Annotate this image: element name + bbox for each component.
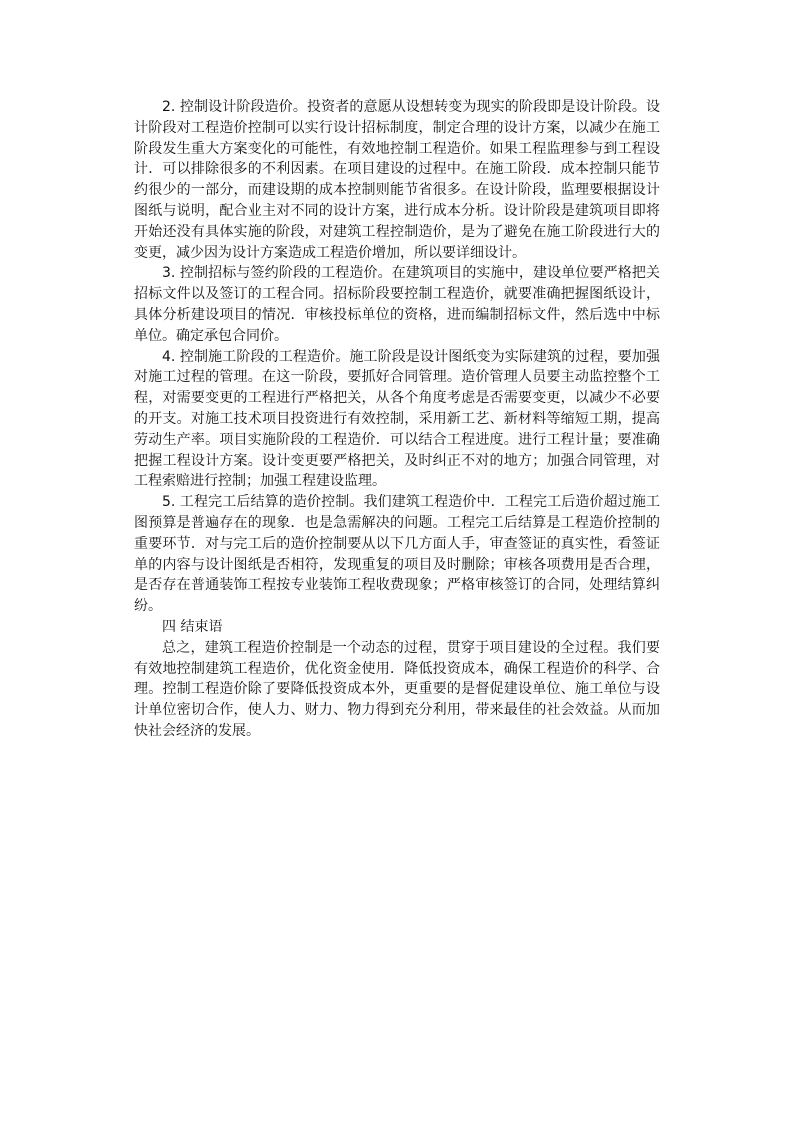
paragraph-bidding-stage: 3. 控制招标与签约阶段的工程造价。在建筑项目的实施中，建设单位要严格把关招标文件以及签订的工程合同。招标阶段要控制工程造价，就要准确把握图纸设计，具体分析建设项目的情况．审核投标单位的资格，进而编制招标文件，然后选中中标单位。确定承包合同价。 (134, 265, 660, 344)
conclusion-paragraph: 总之，建筑工程造价控制是一个动态的过程，贯穿于项目建设的全过程。我们要有效地控制建筑工程造价，优化资金使用．降低投资成本，确保工程造价的科学、合理。控制工程造价除了要降低投资成本外，更重要的是督促建设单位、施工单位与设计单位密切合作，使人力、财力、物力得到充分利用，带来最佳的社会效益。从而加快社会经济的发展。 (134, 639, 660, 739)
conclusion-heading: 四 结束语 (162, 618, 223, 635)
paragraph-design-stage: 2. 控制设计阶段造价。投资者的意愿从设想转变为现实的阶段即是设计阶段。设计阶段对工程造价控制可以实行设计招标制度，制定合理的设计方案，以减少在施工阶段发生重大方案变化的可能性，有效地控制工程造价。如果工程监理参与到工程设计．可以排除很多的不利因素。在项目建设的过程中。在施工阶段．成本控制只能节约很少的一部分，而建设期的成本控制则能节省很多。在设计阶段，监理要根据设计图纸与说明，配合业主对不同的设计方案，进行成本分析。设计阶段是建筑项目即将开始还没有具体实施的阶段，对建筑工程控制造价，是为了避免在施工阶段进行大的变更，减少因为设计方案造成工程造价增加，所以要详细设计。 (134, 99, 660, 261)
paragraph-construction-stage: 4. 控制施工阶段的工程造价。施工阶段是设计图纸变为实际建筑的过程，要加强对施工过程的管理。在这一阶段，要抓好合同管理。造价管理人员要主动监控整个工程，对需要变更的工程进行严格把关，从各个角度考虑是否需要变更，以减少不必要的开支。对施工技术项目投资进行有效控制，采用新工艺、新材料等缩短工期，提高劳动生产率。项目实施阶段的工程造价．可以结合工程进度。进行工程计量；要准确把握工程设计方案。设计变更要严格把关，及时纠正不对的地方；加强合同管理，对工程索赔进行控制；加强工程建设监理。 (134, 348, 660, 490)
paragraph-settlement-stage: 5. 工程完工后结算的造价控制。我们建筑工程造价中．工程完工后造价超过施工图预算是普遍存在的现象．也是急需解决的问题。工程完工后结算是工程造价控制的重要环节．对与完工后的造价控制要从以下几方面人手，审查签证的真实性，看签证单的内容与设计图纸是否相符，发现重复的项目及时删除；审核各项费用是否合理，是否存在普通装饰工程按专业装饰工程收费现象；严格审核签订的合同，处理结算纠纷。 (134, 494, 660, 615)
document-page (134, 97, 660, 742)
